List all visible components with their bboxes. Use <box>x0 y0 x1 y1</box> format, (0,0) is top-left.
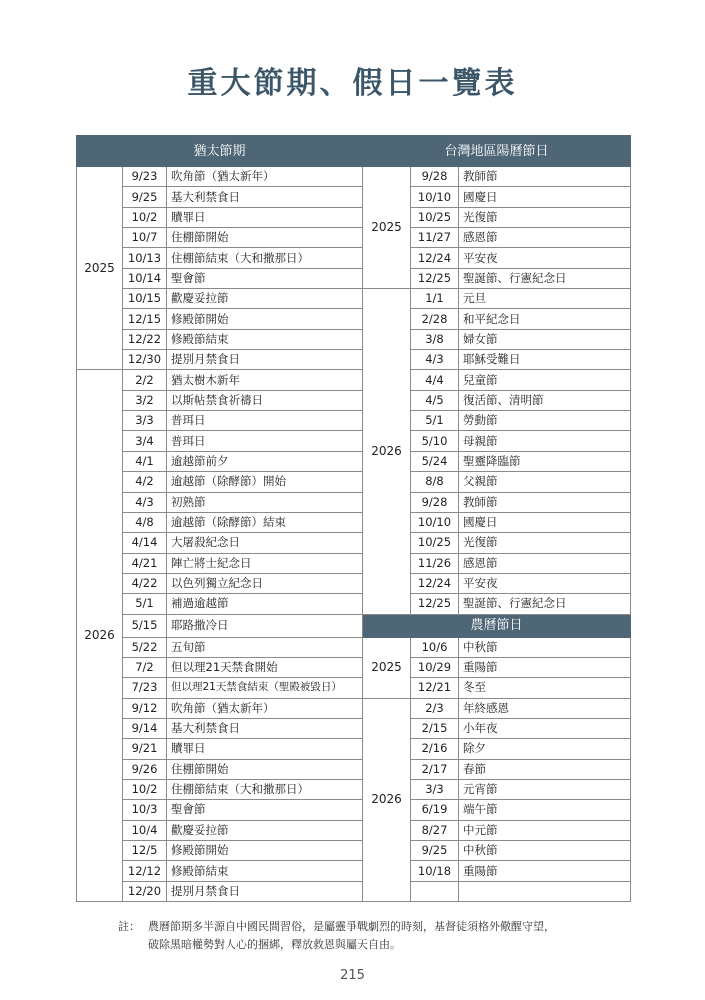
taiwan-date: 12/25 <box>411 268 459 288</box>
taiwan-name: 光復節 <box>459 533 631 553</box>
footnote-label: 註： <box>118 920 140 933</box>
jewish-year-2026: 2026 <box>77 370 123 902</box>
jewish-date: 9/14 <box>123 718 167 738</box>
jewish-date: 9/25 <box>123 187 167 207</box>
taiwan-date: 4/4 <box>411 370 459 390</box>
jewish-name: 住棚節開始 <box>167 228 363 248</box>
jewish-name: 歡慶妥拉節 <box>167 820 363 840</box>
footnote-line-2: 破除黑暗權勢對人心的捆綁，釋放救恩與屬天自由。 <box>148 938 401 951</box>
jewish-name: 吹角節（猶太新年） <box>167 698 363 718</box>
table-row <box>77 329 631 349</box>
lunar-date: 9/25 <box>411 841 459 861</box>
jewish-date: 3/4 <box>123 431 167 451</box>
lunar-date: 6/19 <box>411 800 459 820</box>
jewish-name: 修殿節結束 <box>167 329 363 349</box>
jewish-date: 9/26 <box>123 759 167 779</box>
lunar-name: 元宵節 <box>459 779 631 799</box>
jewish-date: 12/20 <box>123 881 167 901</box>
taiwan-date: 1/1 <box>411 289 459 309</box>
table-row <box>77 614 631 637</box>
lunar-date: 10/29 <box>411 657 459 677</box>
table-row <box>77 248 631 268</box>
jewish-date: 3/2 <box>123 390 167 410</box>
lunar-year-2025: 2025 <box>363 637 411 698</box>
jewish-date: 7/23 <box>123 678 167 698</box>
table-row <box>77 167 631 187</box>
jewish-date: 4/3 <box>123 492 167 512</box>
jewish-year-2025: 2025 <box>77 167 123 370</box>
lunar-date: 10/18 <box>411 861 459 881</box>
jewish-date: 9/12 <box>123 698 167 718</box>
jewish-name: 逾越節（除酵節）開始 <box>167 472 363 492</box>
table-row <box>77 268 631 288</box>
jewish-name: 以色列獨立紀念日 <box>167 573 363 593</box>
lunar-header: 農曆節日 <box>363 614 631 637</box>
table-row <box>77 800 631 820</box>
jewish-name: 五旬節 <box>167 637 363 657</box>
jewish-date: 5/1 <box>123 594 167 614</box>
jewish-name: 逾越節（除酵節）結束 <box>167 512 363 532</box>
lunar-date: 3/3 <box>411 779 459 799</box>
taiwan-name: 父親節 <box>459 472 631 492</box>
table-row <box>77 698 631 718</box>
jewish-date: 10/14 <box>123 268 167 288</box>
table-row <box>77 289 631 309</box>
jewish-header: 猶太節期 <box>77 136 363 167</box>
taiwan-name: 復活節、清明節 <box>459 390 631 410</box>
jewish-name: 贖罪日 <box>167 207 363 227</box>
table-row <box>77 841 631 861</box>
jewish-name: 聖會節 <box>167 268 363 288</box>
jewish-name: 修殿節開始 <box>167 841 363 861</box>
table-row <box>77 820 631 840</box>
taiwan-date: 11/27 <box>411 228 459 248</box>
jewish-date: 10/7 <box>123 228 167 248</box>
page-number: 215 <box>340 968 365 983</box>
jewish-date: 4/2 <box>123 472 167 492</box>
taiwan-date: 9/28 <box>411 492 459 512</box>
jewish-date: 12/15 <box>123 309 167 329</box>
table-row <box>77 637 631 657</box>
table-row <box>77 573 631 593</box>
taiwan-name: 光復節 <box>459 207 631 227</box>
table-row <box>77 411 631 431</box>
jewish-name: 陣亡將士紀念日 <box>167 553 363 573</box>
taiwan-date: 4/3 <box>411 350 459 370</box>
lunar-name: 中秋節 <box>459 637 631 657</box>
taiwan-name: 元旦 <box>459 289 631 309</box>
footnote-text <box>148 918 618 954</box>
jewish-date: 7/2 <box>123 657 167 677</box>
lunar-name: 春節 <box>459 759 631 779</box>
lunar-name: 除夕 <box>459 739 631 759</box>
table-row <box>77 228 631 248</box>
jewish-name: 普珥日 <box>167 411 363 431</box>
jewish-name: 但以理21天禁食結束（聖殿被毀日） <box>167 678 363 698</box>
taiwan-name: 平安夜 <box>459 248 631 268</box>
table-row <box>77 678 631 698</box>
lunar-name: 冬至 <box>459 678 631 698</box>
jewish-date: 2/2 <box>123 370 167 390</box>
holiday-table <box>76 135 631 902</box>
table-row <box>77 594 631 614</box>
table-row <box>77 881 631 901</box>
lunar-year-2026: 2026 <box>363 698 411 901</box>
table-header-row <box>77 136 631 167</box>
table-row <box>77 739 631 759</box>
lunar-name: 中秋節 <box>459 841 631 861</box>
lunar-date: 2/16 <box>411 739 459 759</box>
jewish-name: 修殿節結束 <box>167 861 363 881</box>
table-row <box>77 187 631 207</box>
jewish-date: 12/22 <box>123 329 167 349</box>
table-row <box>77 309 631 329</box>
jewish-name: 住棚節結束（大和撒那日） <box>167 779 363 799</box>
table-row <box>77 533 631 553</box>
taiwan-name: 聖誕節、行憲紀念日 <box>459 594 631 614</box>
jewish-date: 10/15 <box>123 289 167 309</box>
lunar-date: 2/3 <box>411 698 459 718</box>
taiwan-date: 5/24 <box>411 451 459 471</box>
taiwan-date: 2/28 <box>411 309 459 329</box>
lunar-name: 小年夜 <box>459 718 631 738</box>
taiwan-name: 平安夜 <box>459 573 631 593</box>
jewish-name: 提別月禁食日 <box>167 881 363 901</box>
jewish-name: 耶路撒冷日 <box>167 614 363 637</box>
lunar-date: 10/6 <box>411 637 459 657</box>
taiwan-name: 教師節 <box>459 167 631 187</box>
lunar-date: 12/21 <box>411 678 459 698</box>
table-row <box>77 718 631 738</box>
jewish-name: 猶太樹木新年 <box>167 370 363 390</box>
taiwan-name: 國慶日 <box>459 187 631 207</box>
jewish-date: 10/4 <box>123 820 167 840</box>
jewish-date: 12/5 <box>123 841 167 861</box>
jewish-date: 12/12 <box>123 861 167 881</box>
taiwan-date: 10/25 <box>411 207 459 227</box>
jewish-date: 12/30 <box>123 350 167 370</box>
jewish-name: 住棚節開始 <box>167 759 363 779</box>
taiwan-year-2025: 2025 <box>363 167 411 289</box>
taiwan-date: 10/25 <box>411 533 459 553</box>
taiwan-name: 兒童節 <box>459 370 631 390</box>
taiwan-name: 和平紀念日 <box>459 309 631 329</box>
taiwan-name: 國慶日 <box>459 512 631 532</box>
taiwan-date: 10/10 <box>411 187 459 207</box>
table-row <box>77 451 631 471</box>
taiwan-date: 5/10 <box>411 431 459 451</box>
jewish-name: 聖會節 <box>167 800 363 820</box>
jewish-name: 吹角節（猶太新年） <box>167 167 363 187</box>
table-row <box>77 779 631 799</box>
jewish-name: 住棚節結束（大和撒那日） <box>167 248 363 268</box>
jewish-name: 基大利禁食日 <box>167 187 363 207</box>
taiwan-date: 8/8 <box>411 472 459 492</box>
taiwan-name: 勞動節 <box>459 411 631 431</box>
table-row <box>77 657 631 677</box>
table-row <box>77 492 631 512</box>
jewish-date: 3/3 <box>123 411 167 431</box>
taiwan-header: 台灣地區陽曆節日 <box>363 136 631 167</box>
taiwan-name: 聖誕節、行憲紀念日 <box>459 268 631 288</box>
jewish-date: 10/13 <box>123 248 167 268</box>
jewish-name: 大屠殺紀念日 <box>167 533 363 553</box>
table-row <box>77 207 631 227</box>
taiwan-name: 感恩節 <box>459 228 631 248</box>
taiwan-date: 4/5 <box>411 390 459 410</box>
table-row <box>77 390 631 410</box>
jewish-name: 但以理21天禁食開始 <box>167 657 363 677</box>
taiwan-name: 感恩節 <box>459 553 631 573</box>
table-row <box>77 512 631 532</box>
taiwan-date: 11/26 <box>411 553 459 573</box>
taiwan-name: 婦女節 <box>459 329 631 349</box>
jewish-date: 10/3 <box>123 800 167 820</box>
jewish-date: 10/2 <box>123 207 167 227</box>
table-row <box>77 759 631 779</box>
table-row <box>77 553 631 573</box>
taiwan-date: 10/10 <box>411 512 459 532</box>
taiwan-date: 12/25 <box>411 594 459 614</box>
taiwan-date: 5/1 <box>411 411 459 431</box>
lunar-date: 8/27 <box>411 820 459 840</box>
jewish-date: 10/2 <box>123 779 167 799</box>
jewish-date: 4/14 <box>123 533 167 553</box>
table-row <box>77 370 631 390</box>
table-row <box>77 431 631 451</box>
jewish-date: 4/22 <box>123 573 167 593</box>
jewish-date: 5/15 <box>123 614 167 637</box>
lunar-date: 2/17 <box>411 759 459 779</box>
taiwan-date: 9/28 <box>411 167 459 187</box>
taiwan-name: 耶穌受難日 <box>459 350 631 370</box>
lunar-name: 重陽節 <box>459 861 631 881</box>
footnote <box>118 918 618 954</box>
table-row <box>77 472 631 492</box>
jewish-name: 修殿節開始 <box>167 309 363 329</box>
jewish-date: 4/1 <box>123 451 167 471</box>
lunar-date: 2/15 <box>411 718 459 738</box>
jewish-date: 4/8 <box>123 512 167 532</box>
taiwan-date: 3/8 <box>411 329 459 349</box>
taiwan-name: 聖靈降臨節 <box>459 451 631 471</box>
taiwan-year-2026: 2026 <box>363 289 411 615</box>
jewish-name: 以斯帖禁食祈禱日 <box>167 390 363 410</box>
jewish-name: 贖罪日 <box>167 739 363 759</box>
table-row <box>77 350 631 370</box>
jewish-name: 普珥日 <box>167 431 363 451</box>
jewish-name: 逾越節前夕 <box>167 451 363 471</box>
lunar-name: 端午節 <box>459 800 631 820</box>
jewish-name: 補過逾越節 <box>167 594 363 614</box>
lunar-name: 中元節 <box>459 820 631 840</box>
jewish-date: 5/22 <box>123 637 167 657</box>
jewish-name: 初熟節 <box>167 492 363 512</box>
jewish-name: 歡慶妥拉節 <box>167 289 363 309</box>
lunar-name: 重陽節 <box>459 657 631 677</box>
taiwan-date: 12/24 <box>411 573 459 593</box>
taiwan-name: 母親節 <box>459 431 631 451</box>
jewish-date: 9/23 <box>123 167 167 187</box>
empty-cell <box>411 881 459 901</box>
jewish-name: 提別月禁食日 <box>167 350 363 370</box>
lunar-name: 年終感恩 <box>459 698 631 718</box>
jewish-date: 4/21 <box>123 553 167 573</box>
table-row <box>77 861 631 881</box>
footnote-line-1: 農曆節期多半源自中國民間習俗，是屬靈爭戰劇烈的時刻，基督徒須格外儆醒守望， <box>148 920 555 933</box>
jewish-date: 9/21 <box>123 739 167 759</box>
taiwan-date: 12/24 <box>411 248 459 268</box>
taiwan-name: 教師節 <box>459 492 631 512</box>
jewish-name: 基大利禁食日 <box>167 718 363 738</box>
page-title: 重大節期、假日一覽表 <box>187 66 518 101</box>
empty-cell <box>459 881 631 901</box>
